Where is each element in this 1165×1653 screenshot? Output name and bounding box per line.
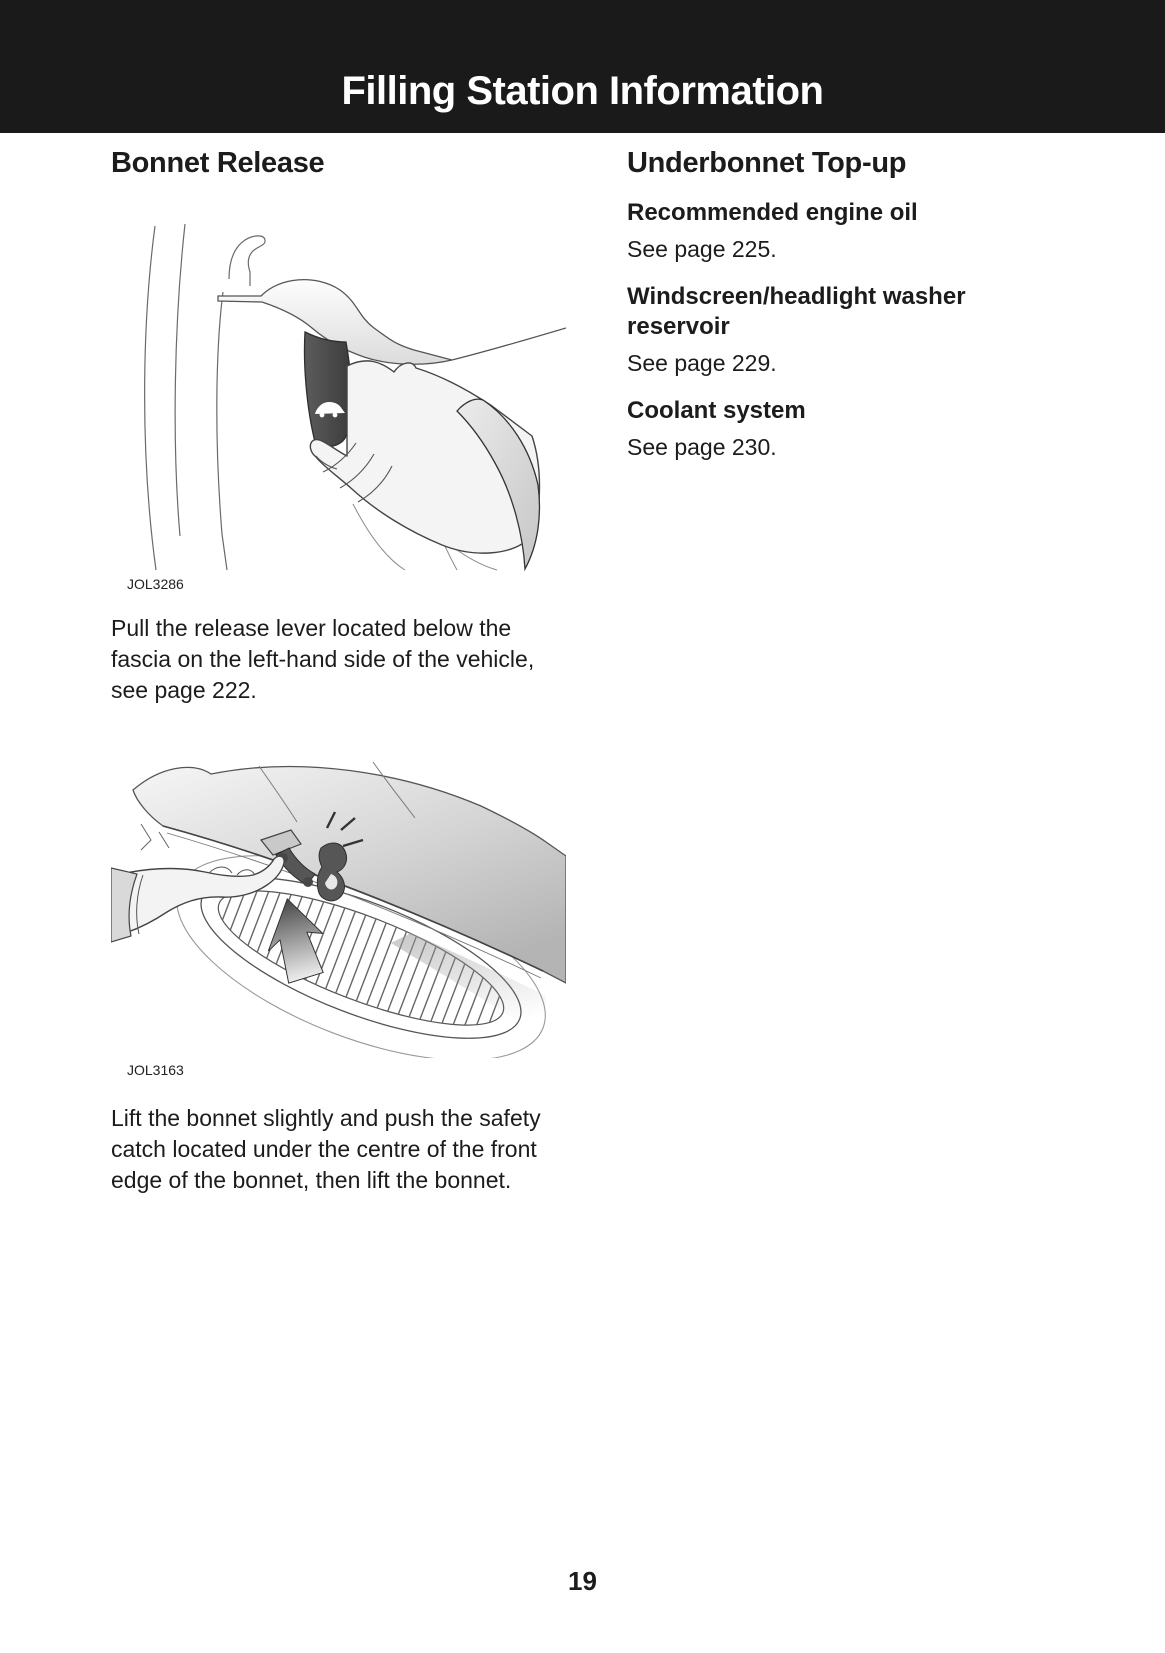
bonnet-safety-catch-illustration xyxy=(111,728,566,1058)
door-aperture-lines xyxy=(145,224,265,570)
topup-item-coolant-system xyxy=(627,396,1067,462)
chapter-header-band xyxy=(0,0,1165,133)
topup-item-title: Windscreen/headlight washer reservoir xyxy=(627,283,966,340)
section-heading-bonnet-release: Bonnet Release xyxy=(111,147,325,179)
bonnet-release-lever-illustration xyxy=(111,204,566,572)
topup-item-engine-oil xyxy=(627,198,1067,264)
page-number: 19 xyxy=(568,1566,597,1596)
figure-label: JOL3286 xyxy=(127,576,184,592)
bonnet-release-lever xyxy=(304,332,351,447)
section-heading-underbonnet-topup: Underbonnet Top-up xyxy=(627,147,907,179)
figure-bonnet-safety-catch xyxy=(111,728,566,1078)
topup-item-title: Recommended engine oil xyxy=(627,199,918,226)
topup-item-washer-reservoir xyxy=(627,282,1067,378)
figure-bonnet-release-lever xyxy=(111,204,566,592)
topup-item-title: Coolant system xyxy=(627,397,806,424)
topup-item-page-reference: See page 229. xyxy=(627,350,777,376)
paragraph-safety-catch: Lift the bonnet slightly and push the safety catch located under the centre of the front edge of the bonnet, then lift the bonnet. xyxy=(111,1105,541,1193)
paragraph-release-lever: Pull the release lever located below the fascia on the left-hand side of the vehicle, see page 222. xyxy=(111,615,535,703)
left-column xyxy=(111,146,566,1196)
topup-item-page-reference: See page 225. xyxy=(627,236,777,262)
page-title: Filling Station Information xyxy=(341,69,824,113)
topup-item-page-reference: See page 230. xyxy=(627,434,777,460)
fascia-lower-edge-line xyxy=(452,328,566,360)
figure-label: JOL3163 xyxy=(127,1062,184,1078)
right-column xyxy=(627,146,1067,462)
